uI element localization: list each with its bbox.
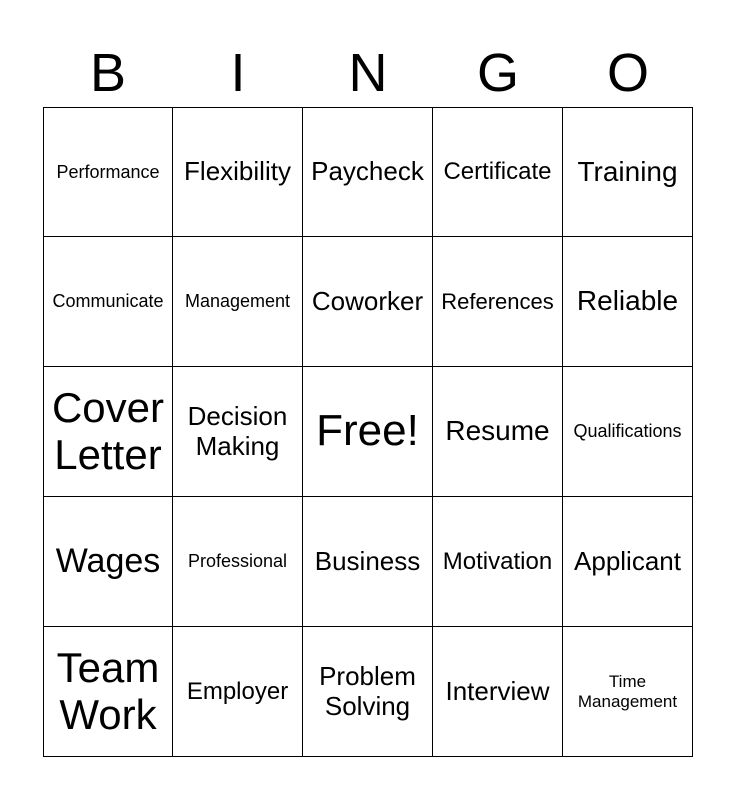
bingo-cell[interactable]: Reliable <box>563 237 693 367</box>
header-letter-o: O <box>606 43 649 103</box>
header-letter-b: B <box>89 43 127 103</box>
bingo-cell[interactable]: Decision Making <box>173 367 303 497</box>
bingo-cell[interactable]: Team Work <box>43 627 173 757</box>
bingo-cell[interactable]: Communicate <box>43 237 173 367</box>
bingo-cell[interactable]: Problem Solving <box>303 627 433 757</box>
bingo-cell[interactable]: Resume <box>433 367 563 497</box>
bingo-cell[interactable]: Business <box>303 497 433 627</box>
bingo-cell[interactable]: Motivation <box>433 497 563 627</box>
bingo-cell[interactable]: Flexibility <box>173 107 303 237</box>
bingo-cell[interactable]: References <box>433 237 563 367</box>
bingo-cell[interactable]: Interview <box>433 627 563 757</box>
bingo-board <box>43 107 693 757</box>
bingo-cell[interactable]: Time Management <box>563 627 693 757</box>
bingo-cell[interactable]: Professional <box>173 497 303 627</box>
bingo-cell[interactable]: Certificate <box>433 107 563 237</box>
bingo-cell[interactable]: Performance <box>43 107 173 237</box>
bingo-cell[interactable]: Wages <box>43 497 173 627</box>
bingo-cell[interactable]: Qualifications <box>563 367 693 497</box>
header-letter-g: G <box>476 43 519 103</box>
bingo-cell[interactable]: Coworker <box>303 237 433 367</box>
bingo-cell[interactable]: Paycheck <box>303 107 433 237</box>
bingo-cell[interactable]: Cover Letter <box>43 367 173 497</box>
bingo-cell[interactable]: Employer <box>173 627 303 757</box>
free-space[interactable]: Free! <box>303 367 433 497</box>
header-letter-n: N <box>348 43 388 103</box>
bingo-cell[interactable]: Management <box>173 237 303 367</box>
bingo-cell[interactable]: Training <box>563 107 693 237</box>
bingo-cell[interactable]: Applicant <box>563 497 693 627</box>
header-letter-i: I <box>230 43 246 103</box>
bingo-header <box>43 38 693 108</box>
